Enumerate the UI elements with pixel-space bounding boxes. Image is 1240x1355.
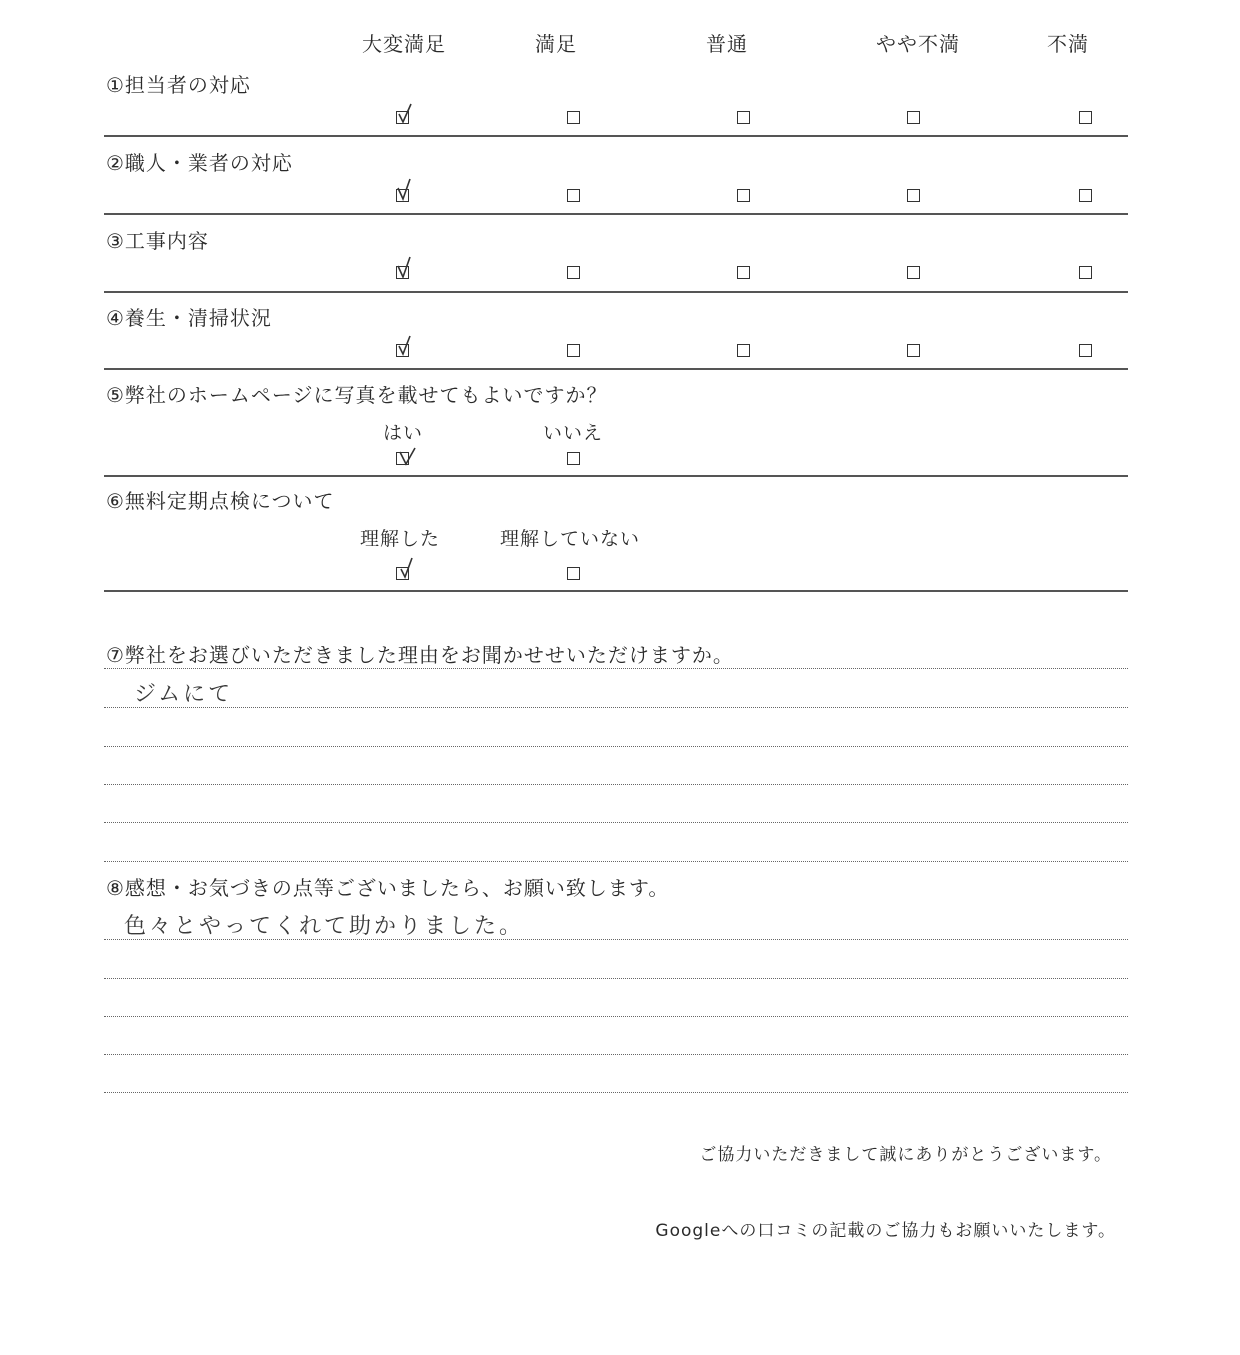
q3-checkbox-neutral[interactable] (737, 266, 750, 279)
q1-checkbox-somewhat-dissatisfied[interactable] (907, 111, 920, 124)
q4-checkbox-somewhat-dissatisfied[interactable] (907, 344, 920, 357)
checkmark-icon (396, 334, 418, 356)
question-6-label: ⑥無料定期点検について (106, 489, 335, 513)
answer-line (104, 707, 1128, 708)
q5-option-no-label: いいえ (543, 422, 604, 444)
answer-line (104, 1054, 1128, 1055)
answer-line (104, 668, 1128, 669)
answer-line (104, 1092, 1128, 1093)
divider (104, 291, 1128, 293)
answer-line (104, 978, 1128, 979)
question-2-label: ②職人・業者の対応 (106, 151, 293, 175)
answer-line (104, 1016, 1128, 1017)
column-header-somewhat-dissatisfied: やや不満 (876, 32, 960, 56)
thank-you-message: ご協力いただきまして誠にありがとうございます。 (699, 1145, 1112, 1165)
q6-checkbox-not-understood[interactable] (567, 567, 580, 580)
q2-checkbox-dissatisfied[interactable] (1079, 189, 1092, 202)
checkmark-icon (398, 444, 420, 466)
q2-checkbox-somewhat-dissatisfied[interactable] (907, 189, 920, 202)
column-header-very-satisfied: 大変満足 (362, 32, 446, 56)
q1-checkbox-satisfied[interactable] (567, 111, 580, 124)
question-3-label: ③工事内容 (106, 229, 209, 253)
answer-line (104, 861, 1128, 862)
column-header-dissatisfied: 不満 (1047, 32, 1089, 56)
q2-checkbox-neutral[interactable] (737, 189, 750, 202)
q4-checkbox-dissatisfied[interactable] (1079, 344, 1092, 357)
answer-line (104, 784, 1128, 785)
answer-line (104, 822, 1128, 823)
q6-option-not-understood-label: 理解していない (500, 528, 641, 550)
checkmark-icon (396, 178, 418, 200)
q2-checkbox-satisfied[interactable] (567, 189, 580, 202)
question-1-label: ①担当者の対応 (106, 73, 251, 97)
q4-checkbox-satisfied[interactable] (567, 344, 580, 357)
checkmark-icon (396, 256, 418, 278)
column-header-neutral: 普通 (706, 32, 748, 56)
q5-option-yes-label: はい (383, 422, 424, 444)
divider (104, 475, 1128, 477)
question-4-label: ④養生・清掃状況 (106, 306, 272, 330)
checkmark-icon (398, 557, 420, 579)
question-5-label: ⑤弊社のホームページに写真を載せてもよいですか？ (106, 383, 608, 407)
google-review-request: Googleへの口コミの記載のご協力もお願いいたします。 (655, 1221, 1116, 1241)
q1-checkbox-dissatisfied[interactable] (1079, 111, 1092, 124)
q3-checkbox-dissatisfied[interactable] (1079, 266, 1092, 279)
divider (104, 213, 1128, 215)
q7-handwritten-answer[interactable]: ジムにて (134, 682, 234, 707)
q5-checkbox-no[interactable] (567, 452, 580, 465)
q3-checkbox-somewhat-dissatisfied[interactable] (907, 266, 920, 279)
q6-option-understood-label: 理解した (360, 528, 441, 550)
divider (104, 368, 1128, 370)
answer-line (104, 746, 1128, 747)
question-7-label: ⑦弊社をお選びいただきました理由をお聞かせせいただけますか。 (106, 643, 734, 667)
q4-checkbox-neutral[interactable] (737, 344, 750, 357)
divider (104, 590, 1128, 592)
divider (104, 135, 1128, 137)
q1-checkbox-neutral[interactable] (737, 111, 750, 124)
q3-checkbox-satisfied[interactable] (567, 266, 580, 279)
question-8-label: ⑧感想・お気づきの点等ございましたら、お願い致します。 (106, 876, 670, 900)
checkmark-icon (396, 102, 418, 124)
answer-line (104, 939, 1128, 940)
column-header-satisfied: 満足 (535, 32, 577, 56)
q8-handwritten-answer[interactable]: 色々とやってくれて助かりました。 (124, 914, 525, 939)
